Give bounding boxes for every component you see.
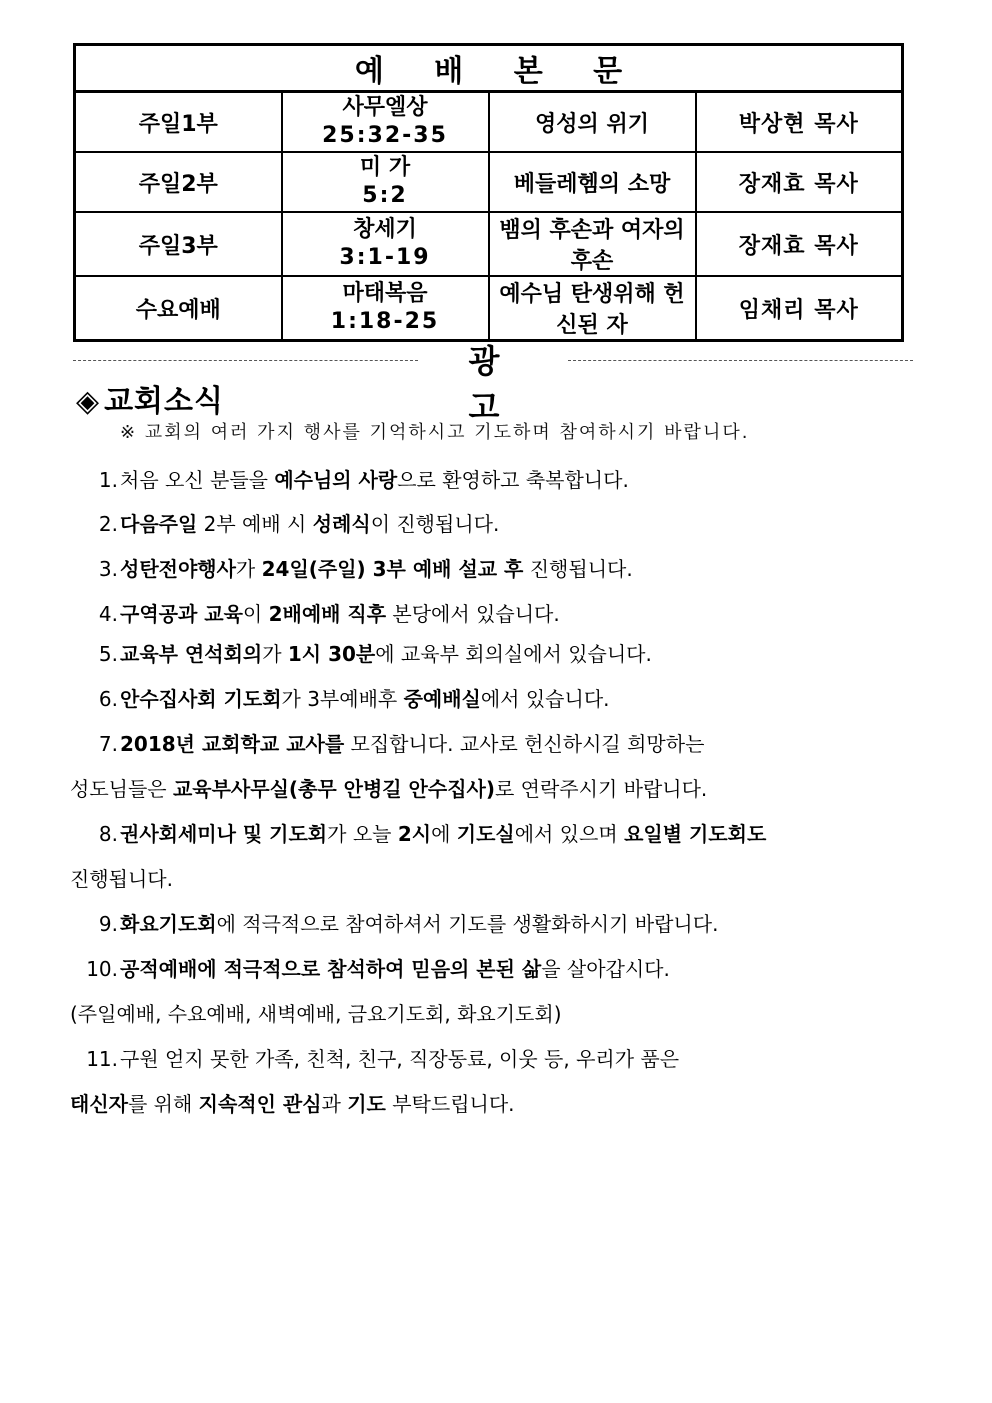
dashed-divider bbox=[568, 360, 913, 361]
item-number: 6. bbox=[98, 687, 118, 711]
announcement-title: 광 고 bbox=[468, 342, 536, 426]
announcement-item-continuation bbox=[70, 1002, 562, 1027]
sermon-title: 영성의 위기 bbox=[489, 92, 696, 153]
emphasized-text: 교육부 연석회의 bbox=[120, 642, 263, 666]
item-number: 3. bbox=[98, 557, 118, 581]
emphasized-text: 2배예배 직후 bbox=[268, 602, 387, 626]
item-text: 가 bbox=[235, 557, 262, 581]
emphasized-text: 화요기도회 bbox=[120, 912, 217, 936]
item-text: 진행됩니다. bbox=[523, 557, 633, 581]
item-text: 에 적극적으로 참여하셔서 기도를 생활화하시기 바랍니다. bbox=[216, 912, 719, 936]
emphasized-text: 공적예배에 적극적으로 참석하여 믿음의 본된 삶 bbox=[120, 957, 542, 981]
item-number: 9. bbox=[98, 912, 118, 936]
dashed-divider bbox=[73, 360, 418, 361]
announcement-item bbox=[70, 822, 766, 847]
diamond-bullet-icon: ◈ bbox=[76, 384, 101, 419]
announcement-item-continuation bbox=[70, 1092, 515, 1117]
item-text: 이 진행됩니다. bbox=[370, 512, 500, 536]
emphasized-text: 교육부사무실(총무 안병길 안수집사) bbox=[172, 777, 495, 801]
emphasized-text: 1시 30분 bbox=[287, 642, 376, 666]
item-number: 7. bbox=[98, 732, 118, 756]
scripture-verse: 1:18-25 bbox=[330, 309, 440, 334]
item-text: 구원 얻지 못한 가족, 친척, 친구, 직장동료, 이웃 등, 우리가 품은 bbox=[120, 1047, 680, 1071]
scripture-verse: 25:32-35 bbox=[322, 123, 448, 148]
scripture-book: 창세기 bbox=[353, 217, 417, 242]
item-text: 로 연락주시기 바랍니다. bbox=[494, 777, 708, 801]
emphasized-text: 성례식 bbox=[312, 512, 371, 536]
item-text: 에 bbox=[431, 822, 457, 846]
item-text: 에 교육부 회의실에서 있습니다. bbox=[375, 642, 652, 666]
announcement-item-continuation bbox=[70, 867, 173, 892]
sermon-title: 베들레헴의 소망 bbox=[489, 152, 696, 212]
item-text: 부탁드립니다. bbox=[385, 1092, 515, 1116]
emphasized-text: 2시 bbox=[397, 822, 432, 846]
scripture bbox=[282, 212, 489, 276]
service-name: 주일1부 bbox=[75, 92, 282, 153]
item-text: 가 bbox=[262, 642, 288, 666]
announcement-item bbox=[70, 687, 610, 712]
service-name: 주일3부 bbox=[75, 212, 282, 276]
worship-scripture-table bbox=[73, 43, 904, 342]
worship-row bbox=[75, 152, 903, 212]
item-number: 11. bbox=[86, 1047, 118, 1071]
emphasized-text: 요일별 기도회도 bbox=[624, 822, 767, 846]
item-text: 본당에서 있습니다. bbox=[386, 602, 560, 626]
item-text: 과 bbox=[321, 1092, 348, 1116]
scripture-book: 마태복음 bbox=[342, 281, 428, 306]
announcement-item bbox=[70, 957, 670, 982]
item-number: 4. bbox=[98, 602, 118, 626]
announcement-item bbox=[70, 557, 633, 582]
scripture bbox=[282, 276, 489, 341]
emphasized-text: 태신자 bbox=[70, 1092, 128, 1116]
item-text: 2부 예배 시 bbox=[197, 512, 313, 536]
item-text: 처음 오신 분들을 bbox=[120, 468, 275, 492]
announcement-item bbox=[70, 1047, 679, 1072]
worship-row bbox=[75, 212, 903, 276]
emphasized-text: 구역공과 교육 bbox=[120, 602, 243, 626]
preacher: 임채리 목사 bbox=[696, 276, 903, 341]
section-note: ※ 교회의 여러 가지 행사를 기억하시고 기도하며 참여하시기 바랍니다. bbox=[120, 422, 750, 443]
item-number: 5. bbox=[98, 642, 118, 666]
announcement-item bbox=[70, 512, 499, 537]
item-number: 8. bbox=[98, 822, 118, 846]
scripture bbox=[282, 152, 489, 212]
emphasized-text: 다음주일 bbox=[120, 512, 198, 536]
worship-row bbox=[75, 92, 903, 153]
scripture-book: 사무엘상 bbox=[342, 95, 428, 120]
item-text: 에서 있으며 bbox=[514, 822, 625, 846]
emphasized-text: 성탄전야행사 bbox=[120, 557, 236, 581]
service-name: 수요예배 bbox=[75, 276, 282, 341]
emphasized-text: 안수집사회 기도회 bbox=[120, 687, 282, 711]
item-text: 모집합니다. 교사로 헌신하시길 희망하는 bbox=[344, 732, 705, 756]
item-text: 가 오늘 bbox=[327, 822, 398, 846]
item-text: 진행됩니다. bbox=[70, 867, 173, 891]
emphasized-text: 중예배실 bbox=[403, 687, 481, 711]
emphasized-text: 권사회세미나 및 기도회 bbox=[120, 822, 328, 846]
item-text: 가 3부예배후 bbox=[281, 687, 404, 711]
sermon-title: 뱀의 후손과 여자의 후손 bbox=[489, 212, 696, 276]
preacher: 장재효 목사 bbox=[696, 212, 903, 276]
item-text: 으로 환영하고 축복합니다. bbox=[397, 468, 629, 492]
scripture-verse: 5:2 bbox=[362, 183, 408, 208]
announcement-item bbox=[70, 468, 629, 493]
item-text: 성도님들은 bbox=[70, 777, 173, 801]
announcement-item bbox=[70, 732, 704, 757]
scripture bbox=[282, 92, 489, 153]
announcement-item bbox=[70, 602, 560, 627]
section-heading bbox=[76, 376, 224, 420]
service-name: 주일2부 bbox=[75, 152, 282, 212]
scripture-verse: 3:1-19 bbox=[339, 245, 431, 270]
sermon-title: 예수님 탄생위해 헌신된 자 bbox=[489, 276, 696, 341]
worship-table-title: 예 배 본 문 bbox=[75, 45, 903, 92]
worship-row bbox=[75, 276, 903, 341]
item-text: 이 bbox=[242, 602, 269, 626]
item-text: (주일예배, 수요예배, 새벽예배, 금요기도회, 화요기도회) bbox=[70, 1002, 562, 1026]
emphasized-text: 2018년 교회학교 교사를 bbox=[120, 732, 345, 756]
item-number: 10. bbox=[86, 957, 118, 981]
announcement-item bbox=[70, 642, 652, 667]
emphasized-text: 기도 bbox=[347, 1092, 386, 1116]
item-number: 2. bbox=[98, 512, 118, 536]
item-text: 을 살아갑시다. bbox=[541, 957, 670, 981]
announcement-item-continuation bbox=[70, 777, 707, 802]
section-heading-text: 교회소식 bbox=[104, 384, 224, 419]
emphasized-text: 기도실 bbox=[456, 822, 515, 846]
item-number: 1. bbox=[98, 468, 118, 492]
item-text: 에서 있습니다. bbox=[480, 687, 610, 711]
emphasized-text: 지속적인 관심 bbox=[198, 1092, 322, 1116]
preacher: 장재효 목사 bbox=[696, 152, 903, 212]
emphasized-text: 24일(주일) 3부 예배 설교 후 bbox=[261, 557, 524, 581]
preacher: 박상현 목사 bbox=[696, 92, 903, 153]
item-text: 를 위해 bbox=[127, 1092, 199, 1116]
emphasized-text: 예수님의 사랑 bbox=[274, 468, 398, 492]
scripture-book: 미 가 bbox=[359, 155, 411, 180]
announcement-item bbox=[70, 912, 718, 937]
